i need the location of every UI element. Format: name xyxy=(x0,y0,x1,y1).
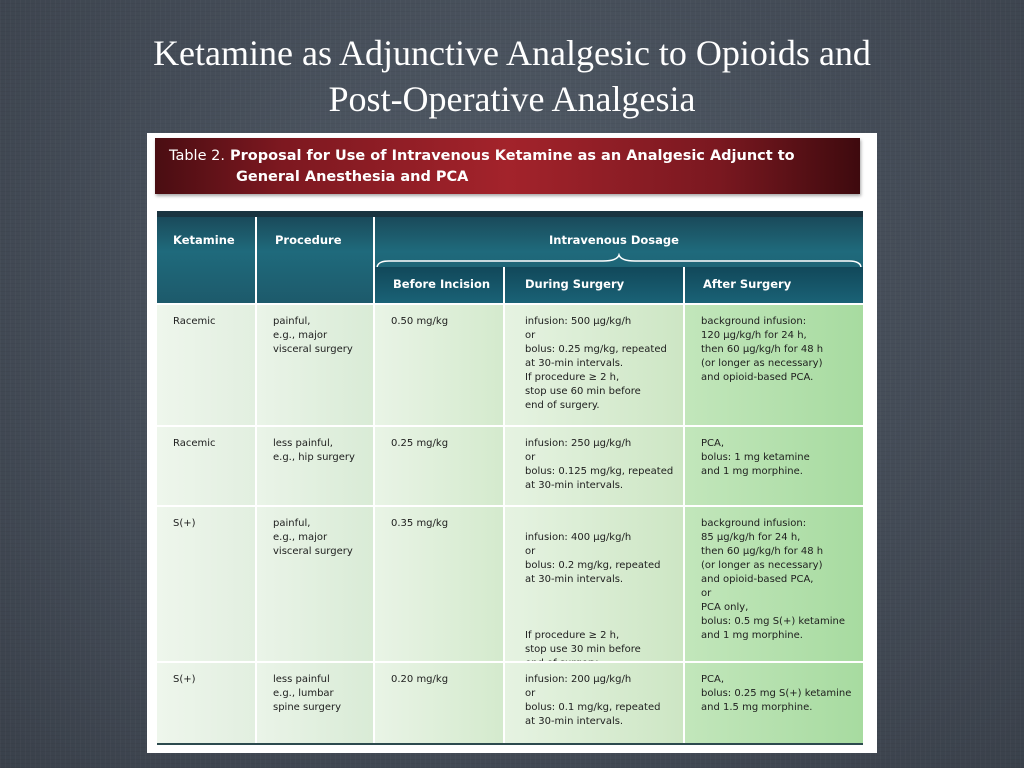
table-number: Table 2. xyxy=(169,148,225,164)
header-before-incision-label: Before Incision xyxy=(393,277,491,291)
table-row xyxy=(157,303,863,427)
cell-after-surgery: background infusion: 120 µg/kg/h for 24 h, then 60 µg/kg/h for 48 h (or longer as necessary) and opioid-based PCA. xyxy=(685,305,863,427)
table-row xyxy=(157,425,863,507)
table-caption-banner xyxy=(155,138,860,194)
cell-ketamine: S(+) xyxy=(157,663,257,745)
cell-during-surgery-stop-note: If procedure ≥ 2 h, stop use 30 min before xyxy=(525,630,641,655)
cell-ketamine: Racemic xyxy=(157,305,257,427)
cell-ketamine: S(+) xyxy=(157,507,257,663)
header-after-surgery xyxy=(685,267,863,303)
cell-ketamine: Racemic xyxy=(157,427,257,507)
cell-procedure: painful, e.g., major visceral surgery xyxy=(257,305,375,427)
table-caption-line-2: General Anesthesia and PCA xyxy=(236,169,469,185)
table-caption-line-1: Proposal for Use of Intravenous Ketamine as an Analgesic Adjunct to xyxy=(230,148,795,164)
dosage-table xyxy=(157,211,863,745)
cell-after-surgery: PCA, bolus: 1 mg ketamine and 1 mg morphine. xyxy=(685,427,863,507)
cell-before-incision: 0.35 mg/kg xyxy=(375,507,505,663)
cell-after-surgery: PCA, bolus: 0.25 mg S(+) ketamine and 1.5 mg morphine. xyxy=(685,663,863,745)
header-intravenous-dosage-label: Intravenous Dosage xyxy=(549,233,679,247)
header-during-surgery-label: During Surgery xyxy=(525,277,625,291)
cell-before-incision: 0.25 mg/kg xyxy=(375,427,505,507)
slide-title-line-2: Post-Operative Analgesia xyxy=(328,79,696,119)
table-caption xyxy=(169,146,849,188)
cell-during-surgery: infusion: 500 µg/kg/h or bolus: 0.25 mg/kg, repeated at 30-min intervals. If procedure ≥ 2 h, stop use 60 min before end of surgery. xyxy=(505,305,685,427)
header-ketamine-label: Ketamine xyxy=(173,233,235,247)
cell-during-surgery-dosing: infusion: 400 µg/kg/h or bolus: 0.2 mg/kg, repeated at 30-min intervals. xyxy=(525,532,661,585)
slide-title xyxy=(0,30,1024,122)
slide-title-line-1: Ketamine as Adjunctive Analgesic to Opioids and xyxy=(153,33,871,73)
cell-after-surgery: background infusion: 85 µg/kg/h for 24 h, then 60 µg/kg/h for 48 h (or longer as necessary) and opioid-based PCA, or PCA only, bolus: 0.5 mg S(+) ketamine and 1 mg morphine. xyxy=(685,507,863,663)
header-after-surgery-label: After Surgery xyxy=(703,277,792,291)
cell-procedure: less painful, e.g., hip surgery xyxy=(257,427,375,507)
table-figure xyxy=(147,133,877,753)
cell-before-incision: 0.50 mg/kg xyxy=(375,305,505,427)
header-ketamine xyxy=(157,217,257,303)
cell-before-incision: 0.20 mg/kg xyxy=(375,663,505,745)
table-header xyxy=(157,217,863,303)
header-during-surgery xyxy=(505,267,685,303)
table-row xyxy=(157,505,863,663)
cell-during-surgery: infusion: 250 µg/kg/h or bolus: 0.125 mg/kg, repeated at 30-min intervals. xyxy=(505,427,685,507)
cell-during-surgery xyxy=(505,507,685,663)
cell-during-surgery: infusion: 200 µg/kg/h or bolus: 0.1 mg/kg, repeated at 30-min intervals. xyxy=(505,663,685,745)
header-procedure-label: Procedure xyxy=(275,233,342,247)
header-procedure xyxy=(257,217,375,303)
header-before-incision xyxy=(375,267,505,303)
table-bottom-rule xyxy=(157,743,863,745)
cell-procedure: less painful e.g., lumbar spine surgery xyxy=(257,663,375,745)
table-row xyxy=(157,661,863,745)
cell-procedure: painful, e.g., major visceral surgery xyxy=(257,507,375,663)
